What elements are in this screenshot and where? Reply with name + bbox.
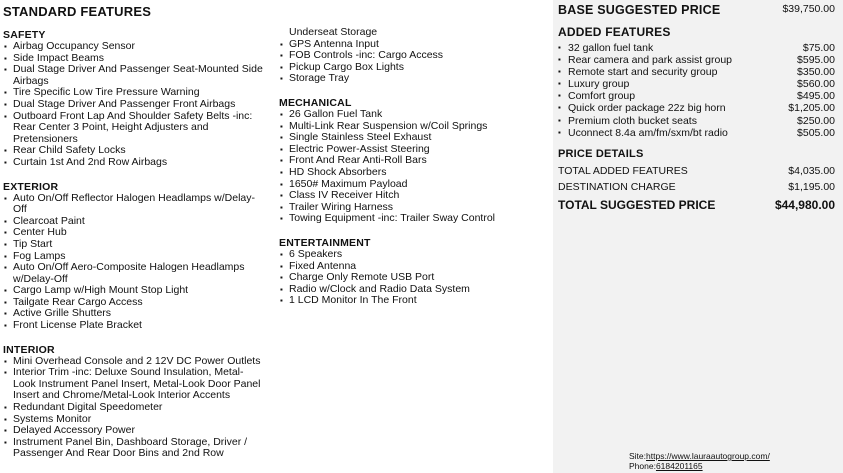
total-added-value: $4,035.00 — [788, 165, 835, 177]
feature-item: ▪ Rear Child Safety Locks — [3, 145, 275, 157]
feature-item: ▪ Dual Stage Driver And Passenger Front Airbags — [3, 99, 275, 111]
feature-item: ▪ Auto On/Off Reflector Halogen Headlamps w/Delay- — [3, 193, 275, 205]
mechanical-list — [279, 109, 544, 225]
features-column-left — [3, 0, 275, 460]
feature-item: ▪ Tailgate Rear Cargo Access — [3, 297, 275, 309]
feature-item: ▪ Radio w/Clock and Radio Data System — [279, 284, 544, 296]
feature-item: ▪ Electric Power-Assist Steering — [279, 144, 544, 156]
feature-item: ▪ Front License Plate Bracket — [3, 320, 275, 332]
feature-item: ▪ FOB Controls -inc: Cargo Access — [279, 50, 544, 62]
base-price-label: BASE SUGGESTED PRICE — [558, 3, 721, 17]
feature-item: w/Delay-Off — [13, 272, 68, 285]
added-feature-row — [558, 102, 835, 114]
added-feature-row — [558, 127, 835, 139]
feature-item: Rear Center 3 Point, Height Adjusters and — [13, 121, 209, 134]
feature-item: ▪ HD Shock Absorbers — [279, 167, 544, 179]
added-feature-label: ▪ Luxury group — [568, 78, 630, 91]
destination-value: $1,195.00 — [788, 181, 835, 193]
feature-item: ▪ Storage Tray — [279, 73, 544, 85]
standard-features-title: STANDARD FEATURES — [3, 4, 152, 19]
feature-item: Insert and Chrome/Metal-Look Interior Accents — [13, 389, 231, 402]
total-added-label: TOTAL ADDED FEATURES — [558, 165, 688, 177]
feature-item: ▪ Airbag Occupancy Sensor — [3, 41, 275, 53]
feature-item: ▪ Auto On/Off Aero-Composite Halogen Headlamps — [3, 262, 275, 274]
phone-link[interactable]: 6184201165 — [655, 461, 703, 471]
total-price-row — [558, 198, 835, 212]
added-feature-price: $495.00 — [797, 90, 835, 103]
total-added-row — [558, 165, 835, 177]
feature-item: ▪ Towing Equipment -inc: Trailer Sway Control — [279, 213, 544, 225]
added-feature-label: ▪ Premium cloth bucket seats — [568, 114, 697, 127]
feature-item: Airbags — [13, 74, 49, 87]
feature-item: Off — [13, 203, 27, 216]
feature-item: ▪ Active Grille Shutters — [3, 308, 275, 320]
entertainment-title: ENTERTAINMENT — [279, 236, 371, 249]
price-details-title: PRICE DETAILS — [558, 148, 644, 160]
added-feature-price: $350.00 — [797, 66, 835, 79]
feature-item: Passenger And Rear Door Bins and 2nd Row — [13, 447, 224, 460]
added-feature-row — [558, 66, 835, 78]
added-feature-label: ▪ Uconnect 8.4a am/fm/sxm/bt radio — [568, 126, 728, 139]
feature-item: ▪ Charge Only Remote USB Port — [279, 272, 544, 284]
interior-cont-list — [279, 27, 544, 85]
total-price-value: $44,980.00 — [774, 198, 835, 212]
feature-item: ▪ Multi-Link Rear Suspension w/Coil Springs — [279, 121, 544, 133]
feature-item: ▪ Systems Monitor — [3, 414, 275, 426]
added-feature-row — [558, 90, 835, 102]
destination-row — [558, 181, 835, 193]
added-feature-row — [558, 54, 835, 66]
feature-item: ▪ Center Hub — [3, 227, 275, 239]
feature-item: Look Instrument Panel Insert, Metal-Look Door Panel — [13, 377, 261, 390]
added-feature-price: $1,205.00 — [788, 102, 835, 115]
feature-item: ▪ 26 Gallon Fuel Tank — [279, 109, 544, 121]
added-feature-label: ▪ Remote start and security group — [568, 66, 718, 79]
added-features-list — [558, 42, 835, 139]
site-label: Site: — [629, 451, 647, 461]
feature-item: ▪ Tip Start — [3, 239, 275, 251]
feature-item: ▪ Fog Lamps — [3, 251, 275, 263]
feature-item: ▪ GPS Antenna Input — [279, 39, 544, 51]
feature-item: ▪ Delayed Accessory Power — [3, 425, 275, 437]
feature-item: ▪ Pickup Cargo Box Lights — [279, 62, 544, 74]
safety-list — [3, 41, 275, 169]
feature-item: ▪ Side Impact Beams — [3, 53, 275, 65]
feature-item: ▪ Fixed Antenna — [279, 261, 544, 273]
exterior-list — [3, 193, 275, 332]
total-price-label: TOTAL SUGGESTED PRICE — [558, 198, 716, 212]
added-feature-price: $560.00 — [797, 78, 835, 91]
interior-title: INTERIOR — [3, 343, 55, 356]
feature-item: ▪ Dual Stage Driver And Passenger Seat-Mounted Side — [3, 64, 275, 76]
features-column-middle — [279, 0, 544, 307]
feature-item: ▪ 1650# Maximum Payload — [279, 179, 544, 191]
site-link[interactable]: https://www.lauraautogroup.com/ — [646, 451, 770, 461]
exterior-title: EXTERIOR — [3, 180, 59, 193]
feature-item: ▪ 1 LCD Monitor In The Front — [279, 295, 544, 307]
added-feature-label: ▪ Comfort group — [568, 90, 636, 103]
base-price-value: $39,750.00 — [782, 3, 835, 15]
feature-item: ▪ Tire Specific Low Tire Pressure Warning — [3, 87, 275, 99]
feature-item: Underseat Storage — [289, 26, 378, 38]
interior-list — [3, 356, 275, 460]
added-feature-price: $595.00 — [797, 54, 835, 67]
feature-item: ▪ Single Stainless Steel Exhaust — [279, 132, 544, 144]
added-feature-price: $505.00 — [797, 126, 835, 139]
added-feature-label: ▪ 32 gallon fuel tank — [568, 42, 654, 54]
dealer-contact — [629, 451, 770, 471]
feature-item: ▪ Outboard Front Lap And Shoulder Safety Belts -inc: — [3, 111, 275, 123]
mechanical-title: MECHANICAL — [279, 96, 352, 109]
safety-title: SAFETY — [3, 29, 46, 41]
added-feature-price: $250.00 — [797, 114, 835, 127]
feature-item: ▪ Front And Rear Anti-Roll Bars — [279, 155, 544, 167]
added-feature-price: $75.00 — [802, 42, 835, 54]
feature-item: ▪ Redundant Digital Speedometer — [3, 402, 275, 414]
added-feature-label: ▪ Rear camera and park assist group — [568, 54, 732, 67]
entertainment-list — [279, 249, 544, 307]
feature-item: ▪ 6 Speakers — [279, 249, 544, 261]
added-feature-label: ▪ Quick order package 22z big horn — [568, 102, 726, 115]
phone-label: Phone: — [629, 461, 656, 471]
feature-item: ▪ Trailer Wiring Harness — [279, 202, 544, 214]
destination-label: DESTINATION CHARGE — [558, 181, 676, 193]
feature-item: ▪ Class IV Receiver Hitch — [279, 190, 544, 202]
feature-item: ▪ Cargo Lamp w/High Mount Stop Light — [3, 285, 275, 297]
feature-item: Pretensioners — [13, 132, 78, 145]
feature-item: ▪ Mini Overhead Console and 2 12V DC Power Outlets — [3, 356, 275, 368]
added-feature-row — [558, 78, 835, 90]
base-price-row — [558, 3, 835, 17]
feature-item: ▪ Clearcoat Paint — [3, 216, 275, 228]
added-feature-row — [558, 42, 835, 54]
feature-item: ▪ Curtain 1st And 2nd Row Airbags — [3, 157, 275, 169]
feature-item: ▪ Instrument Panel Bin, Dashboard Storage, Driver / — [3, 437, 275, 449]
pricing-panel — [553, 0, 843, 473]
added-features-title: ADDED FEATURES — [558, 25, 671, 39]
added-feature-row — [558, 115, 835, 127]
feature-item: ▪ Interior Trim -inc: Deluxe Sound Insulation, Metal- — [3, 367, 275, 379]
